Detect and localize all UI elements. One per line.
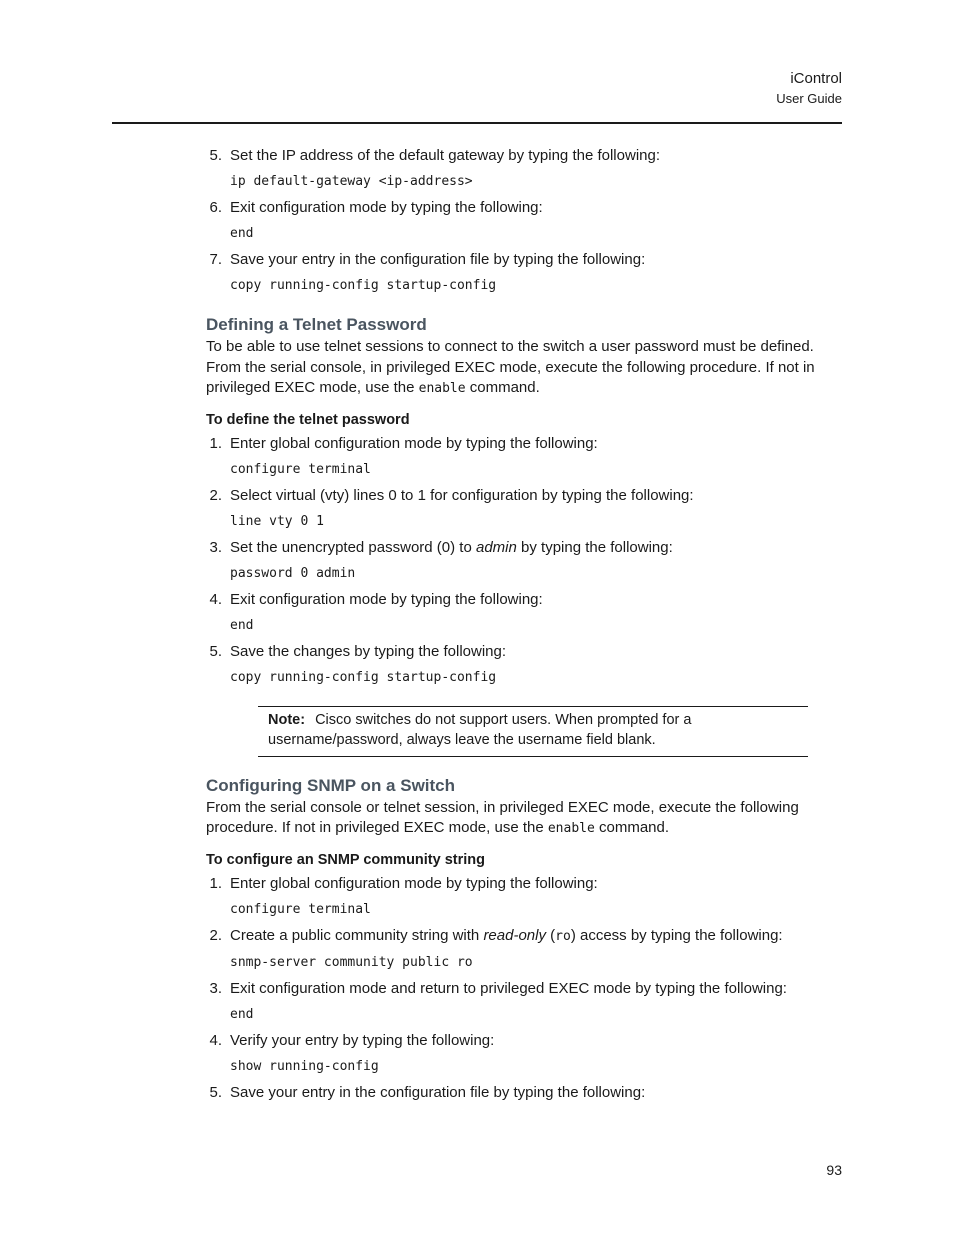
note-text: Cisco switches do not support users. When prompted for a username/password, always leave the username field blank. [268, 711, 692, 748]
code-line: ip default-gateway <ip-address> [230, 174, 473, 189]
page-content [206, 146, 836, 1103]
list-item: 3. Exit configuration mode and return to privileged EXEC mode by typing the following: [209, 979, 787, 997]
list-item: 1. Enter global configuration mode by typing the following: [209, 874, 598, 892]
list-item: 4. Verify your entry by typing the following: [209, 1031, 495, 1049]
step-list-snmp [206, 874, 836, 1103]
list-item: 6. Exit configuration mode by typing the following: [209, 199, 543, 216]
code-line: line vty 0 1 [230, 513, 324, 529]
procedure-title-telnet: To define the telnet password [206, 411, 410, 428]
list-item: 2. Select virtual (vty) lines 0 to 1 for configuration by typing the following: [209, 486, 694, 504]
list-item: 5. Save the changes by typing the following: [209, 642, 507, 660]
procedure-title-snmp: To configure an SNMP community string [206, 851, 486, 868]
code-line: end [230, 617, 254, 633]
code-line: password 0 admin [230, 565, 356, 581]
note-label: Note: [268, 711, 306, 728]
code-line: copy running-config startup-config [230, 278, 497, 293]
list-item: 5. Set the IP address of the default gateway by typing the following: [209, 147, 660, 164]
list-item: 7. Save your entry in the configuration file by typing the following: [209, 251, 646, 268]
list-item: 2. Create a public community string with read-only (ro) access by typing the following: [209, 926, 783, 944]
section-heading-snmp: Configuring SNMP on a Switch [206, 775, 456, 795]
step-list-telnet [206, 434, 836, 688]
list-item: 4. Exit configuration mode by typing the following: [209, 590, 543, 608]
header-subtitle: User Guide [776, 91, 842, 106]
list-item: 3. Set the unencrypted password (0) to admin by typing the following: [209, 538, 673, 556]
page-number: 93 [826, 1162, 842, 1178]
code-line: end [230, 226, 254, 241]
code-line: configure terminal [230, 461, 371, 477]
code-line: copy running-config startup-config [230, 669, 497, 685]
code-line: show running-config [230, 1058, 379, 1074]
code-line: configure terminal [230, 901, 371, 917]
code-line: snmp-server community public ro [230, 954, 473, 970]
header-rule [112, 122, 842, 124]
code-line: end [230, 1006, 254, 1022]
telnet-intro: To be able to use telnet sessions to connect to the switch a user password must be defined. From the serial console, in privileged EXEC mode, execute the following procedure. If not in privileged EXEC mode, use the enable command. [206, 338, 815, 396]
snmp-intro: From the serial console or telnet session, in privileged EXEC mode, execute the following procedure. If not in privileged EXEC mode, use the enable command. [206, 798, 799, 836]
list-item: 1. Enter global configuration mode by typing the following: [209, 434, 598, 452]
note-box [258, 706, 808, 757]
list-item: 5. Save your entry in the configuration file by typing the following: [209, 1083, 646, 1101]
section-heading-telnet: Defining a Telnet Password [206, 315, 427, 334]
header-title: iControl [790, 70, 842, 87]
step-list-top [206, 146, 836, 296]
